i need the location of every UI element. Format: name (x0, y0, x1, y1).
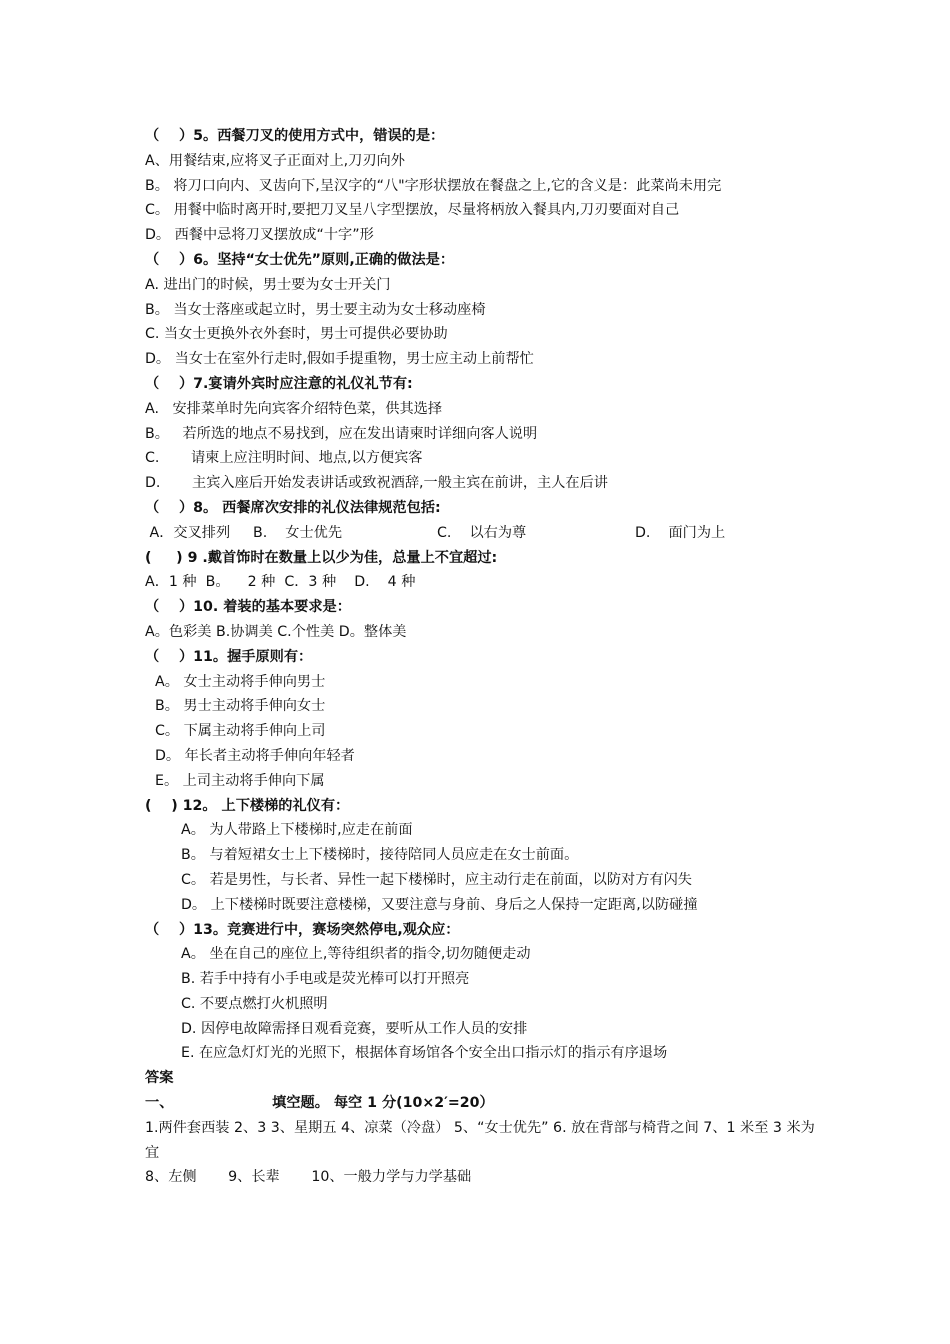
q7-option-b: B。 若所选的地点不易找到，应在发出请柬时详细向客人说明 (145, 425, 538, 442)
q5-option-c: C。 用餐中临时离开时,要把刀叉呈八字型摆放，尽量将柄放入餐具内,刀刃要面对自己 (145, 202, 680, 219)
q8-option-d: D. 面门为上 (635, 524, 726, 541)
q12-option-a: A。 为人带路上下楼梯时,应走在前面 (181, 822, 413, 839)
q8-option-b: B. 女士优先 (253, 524, 343, 541)
q5-title: （ ）5。西餐刀叉的使用方式中，错误的是： (145, 128, 445, 144)
q6-option-a: A. 进出门的时候，男士要为女士开关门 (145, 276, 391, 293)
document-body (145, 124, 825, 1190)
q6-option-d: D。 当女士在室外行走时,假如手提重物，男士应主动上前帮忙 (145, 351, 534, 368)
answers-line-3: 8、左侧 9、长辈 10、一般力学与力学基础 (145, 1169, 472, 1186)
q10-title: （ ）10. 着装的基本要求是： (145, 599, 351, 616)
q11-title: （ ）11。握手原则有： (145, 648, 313, 665)
q13-option-e: E. 在应急灯灯光的光照下，根据体育场馆各个安全出口指示灯的指示有序退场 (181, 1045, 668, 1062)
q13-title: （ ）13。竞赛进行中，赛场突然停电,观众应： (145, 921, 460, 938)
q8-options (145, 521, 825, 546)
answers-line-1: 1.两件套西装 2、3 3、星期五 4、凉菜（冷盘） 5、“女士优先” 6. 放在背部与椅背之间 7、1 米至 3 米为宜 (145, 1119, 815, 1161)
q7-option-c: C. 请柬上应注明时间、地点,以方便宾客 (145, 450, 423, 467)
q13-option-a: A。 坐在自己的座位上,等待组织者的指令,切勿随便走动 (181, 946, 531, 963)
answers-section-title: 一、 填空题。 每空 1 分(10×2′=20） (145, 1095, 494, 1112)
q7-option-d: D. 主宾入座后开始发表讲话或致祝酒辞,一般主宾在前讲，主人在后讲 (145, 475, 608, 492)
q5-option-b: B。 将刀口向内、叉齿向下,呈汉字的“八"字形状摆放在餐盘之上,它的含义是：此菜尚未用完 (145, 177, 722, 194)
q8-option-a: A．交叉排列 (145, 524, 231, 541)
q12-option-c: C。 若是男性，与长者、异性一起下楼梯时，应主动行走在前面，以防对方有闪失 (181, 871, 692, 888)
answers-heading: 答案 (145, 1070, 174, 1087)
q11-option-d: D。 年长者主动将手伸向年轻者 (155, 747, 355, 764)
q11-option-b: B。 男士主动将手伸向女士 (155, 698, 326, 715)
q12-option-b: B。 与着短裙女士上下楼梯时，接待陪同人员应走在女士前面。 (181, 847, 579, 864)
q13-option-c: C. 不要点燃打火机照明 (181, 995, 328, 1012)
q6-title: （ ）6。坚持“女士优先”原则,正确的做法是： (145, 251, 455, 268)
q12-option-d: D。 上下楼梯时既要注意楼梯，又要注意与身前、身后之人保持一定距离,以防碰撞 (181, 896, 698, 913)
q6-option-b: B。 当女士落座或起立时，男士要主动为女士移动座椅 (145, 301, 486, 318)
q11-option-a: A。 女士主动将手伸向男士 (155, 673, 326, 690)
q5-option-d: D。 西餐中忌将刀叉摆放成“十字”形 (145, 227, 374, 244)
q7-title: （ ）7.宴请外宾时应注意的礼仪礼节有: (145, 375, 413, 392)
q13-option-b: B. 若手中持有小手电或是荧光棒可以打开照亮 (181, 971, 470, 988)
q13-option-d: D. 因停电故障需择日观看竞赛，要听从工作人员的安排 (181, 1020, 528, 1037)
q9-title: ( ) 9 .戴首饰时在数量上以少为佳，总量上不宜超过: (145, 549, 498, 566)
q11-option-e: E。 上司主动将手伸向下属 (155, 772, 325, 789)
q6-option-c: C. 当女士更换外衣外套时，男士可提供必要协助 (145, 326, 448, 343)
q10-options: A。色彩美 B.协调美 C.个性美 D。整体美 (145, 623, 407, 640)
q7-option-a: A. 安排菜单时先向宾客介绍特色菜，供其选择 (145, 400, 443, 417)
q11-option-c: C。 下属主动将手伸向上司 (155, 723, 326, 740)
q5-option-a: A、用餐结束,应将叉子正面对上,刀刃向外 (145, 152, 405, 169)
q12-title: ( ) 12。 上下楼梯的礼仪有： (145, 797, 350, 814)
q8-title: （ ）8。 西餐席次安排的礼仪法律规范包括: (145, 499, 441, 516)
q8-option-c: C. 以右为尊 (437, 524, 527, 541)
q9-options: A．1 种 B。 2 种 C．3 种 D. 4 种 (145, 574, 416, 591)
